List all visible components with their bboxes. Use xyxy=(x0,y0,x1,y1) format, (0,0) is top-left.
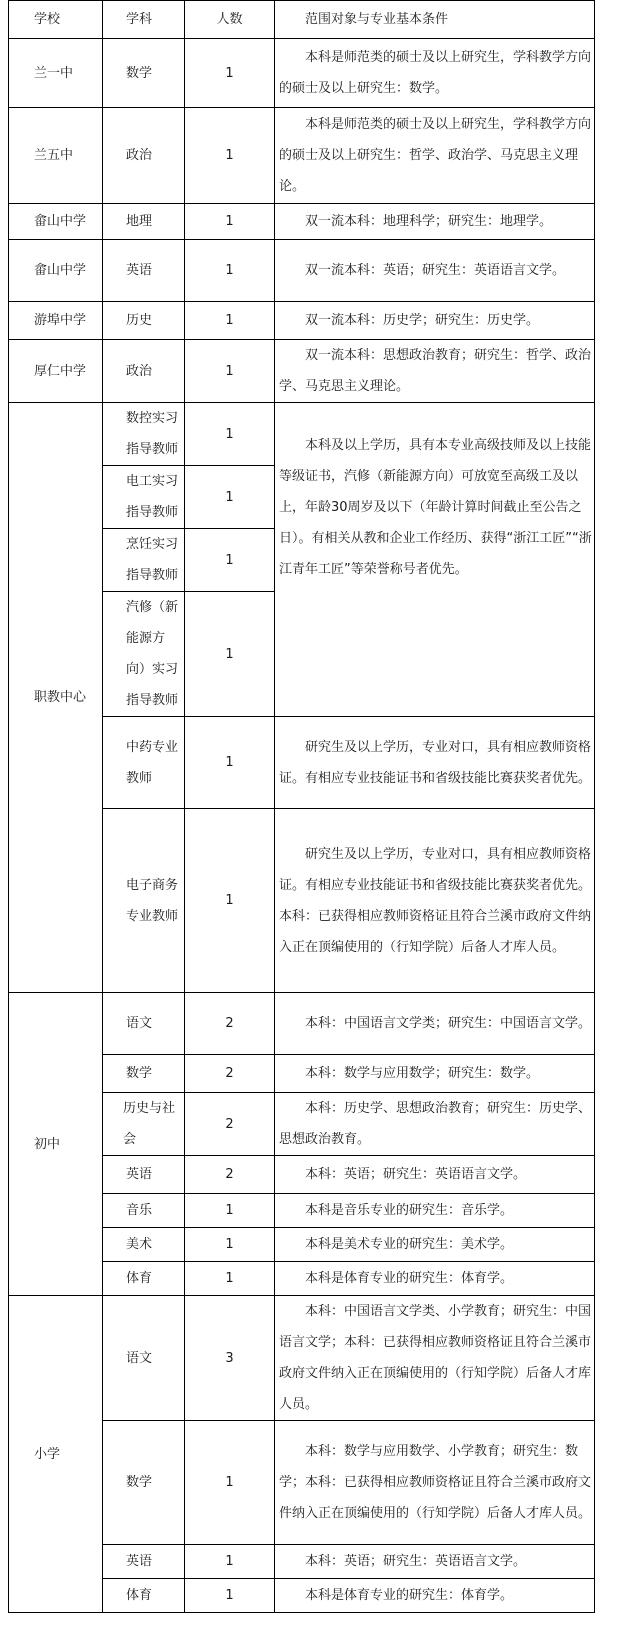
conditions-cell: 本科：英语；研究生：英语语言文学。 xyxy=(275,1545,595,1579)
count-cell: 2 xyxy=(185,1156,275,1194)
count-cell: 1 xyxy=(185,39,275,108)
recruitment-table xyxy=(8,0,595,1613)
table-row xyxy=(9,240,595,302)
subject-cell: 英语 xyxy=(103,1156,185,1194)
count-cell: 1 xyxy=(185,1262,275,1296)
count-cell: 1 xyxy=(185,592,275,717)
subject-cell: 地理 xyxy=(103,204,185,240)
school-cell: 兰五中 xyxy=(9,108,103,204)
count-cell: 1 xyxy=(185,340,275,403)
school-cell-vocational: 职教中心 xyxy=(9,403,103,993)
subject-cell: 烹饪实习指导教师 xyxy=(103,529,185,592)
conditions-cell: 本科：中国语言文学类、小学教育；研究生：中国语言文学；本科：已获得相应教师资格证且符合兰溪市政府文件纳入正在顶编使用的（行知学院）后备人才库人员。 xyxy=(275,1296,595,1421)
conditions-cell: 双一流本科：地理科学；研究生：地理学。 xyxy=(275,204,595,240)
subject-cell: 语文 xyxy=(103,1296,185,1421)
count-cell: 1 xyxy=(185,1194,275,1228)
school-cell: 畲山中学 xyxy=(9,240,103,302)
subject-cell: 中药专业教师 xyxy=(103,717,185,809)
subject-cell: 英语 xyxy=(103,240,185,302)
table-row xyxy=(9,204,595,240)
header-school: 学校 xyxy=(9,1,103,39)
conditions-cell: 本科是师范类的硕士及以上研究生，学科教学方向的硕士及以上研究生：哲学、政治学、马克思主义理论。 xyxy=(275,108,595,204)
conditions-cell: 双一流本科：历史学；研究生：历史学。 xyxy=(275,302,595,340)
count-cell: 1 xyxy=(185,466,275,529)
conditions-cell: 研究生及以上学历，专业对口，具有相应教师资格证。有相应专业技能证书和省级技能比赛获奖者优先。本科：已获得相应教师资格证且符合兰溪市政府文件纳入正在顶编使用的（行知学院）后备人才库人员。 xyxy=(275,809,595,993)
conditions-cell: 本科是美术专业的研究生：美术学。 xyxy=(275,1228,595,1262)
subject-cell: 历史 xyxy=(103,302,185,340)
subject-cell: 电子商务专业教师 xyxy=(103,809,185,993)
school-cell: 游埠中学 xyxy=(9,302,103,340)
subject-cell: 语文 xyxy=(103,993,185,1055)
subject-cell: 数控实习指导教师 xyxy=(103,403,185,466)
count-cell: 1 xyxy=(185,1579,275,1613)
conditions-cell: 本科：英语；研究生：英语语言文学。 xyxy=(275,1156,595,1194)
school-cell-junior: 初中 xyxy=(9,993,103,1296)
subject-cell: 电工实习指导教师 xyxy=(103,466,185,529)
subject-cell: 英语 xyxy=(103,1545,185,1579)
subject-cell: 汽修（新能源方向）实习指导教师 xyxy=(103,592,185,717)
subject-cell: 数学 xyxy=(103,39,185,108)
subject-cell: 美术 xyxy=(103,1228,185,1262)
conditions-cell: 本科：数学与应用数学、小学教育；研究生：数学；本科：已获得相应教师资格证且符合兰溪市政府文件纳入正在顶编使用的（行知学院）后备人才库人员。 xyxy=(275,1421,595,1545)
subject-cell: 历史与社会 xyxy=(103,1093,185,1156)
count-cell: 2 xyxy=(185,1093,275,1156)
conditions-cell: 双一流本科：英语；研究生：英语语言文学。 xyxy=(275,240,595,302)
table-row xyxy=(9,403,595,466)
subject-cell: 数学 xyxy=(103,1055,185,1093)
header-conditions: 范围对象与专业基本条件 xyxy=(275,1,595,39)
school-cell-primary: 小学 xyxy=(9,1296,103,1613)
table-row xyxy=(9,39,595,108)
conditions-cell: 本科是师范类的硕士及以上研究生，学科教学方向的硕士及以上研究生：数学。 xyxy=(275,39,595,108)
recruitment-table-container xyxy=(8,0,595,1613)
count-cell: 1 xyxy=(185,108,275,204)
count-cell: 2 xyxy=(185,1055,275,1093)
subject-cell: 政治 xyxy=(103,340,185,403)
table-row xyxy=(9,340,595,403)
conditions-cell: 本科：数学与应用数学；研究生：数学。 xyxy=(275,1055,595,1093)
count-cell: 1 xyxy=(185,302,275,340)
count-cell: 1 xyxy=(185,809,275,993)
conditions-cell: 本科是体育专业的研究生：体育学。 xyxy=(275,1579,595,1613)
school-cell: 畲山中学 xyxy=(9,204,103,240)
subject-cell: 数学 xyxy=(103,1421,185,1545)
count-cell: 1 xyxy=(185,204,275,240)
conditions-cell: 双一流本科：思想政治教育；研究生：哲学、政治学、马克思主义理论。 xyxy=(275,340,595,403)
header-count: 人数 xyxy=(185,1,275,39)
count-cell: 1 xyxy=(185,717,275,809)
table-row xyxy=(9,108,595,204)
count-cell: 3 xyxy=(185,1296,275,1421)
table-row xyxy=(9,993,595,1055)
count-cell: 1 xyxy=(185,403,275,466)
count-cell: 1 xyxy=(185,1545,275,1579)
subject-cell: 音乐 xyxy=(103,1194,185,1228)
conditions-cell: 本科是体育专业的研究生：体育学。 xyxy=(275,1262,595,1296)
count-cell: 1 xyxy=(185,240,275,302)
conditions-cell: 研究生及以上学历，专业对口，具有相应教师资格证。有相应专业技能证书和省级技能比赛获奖者优先。 xyxy=(275,717,595,809)
school-cell: 兰一中 xyxy=(9,39,103,108)
conditions-cell: 本科：历史学、思想政治教育；研究生：历史学、思想政治教育。 xyxy=(275,1093,595,1156)
conditions-cell: 本科是音乐专业的研究生：音乐学。 xyxy=(275,1194,595,1228)
count-cell: 1 xyxy=(185,529,275,592)
header-row xyxy=(9,1,595,39)
school-cell: 厚仁中学 xyxy=(9,340,103,403)
header-subject: 学科 xyxy=(103,1,185,39)
table-row xyxy=(9,302,595,340)
table-row xyxy=(9,1296,595,1421)
subject-cell: 体育 xyxy=(103,1579,185,1613)
count-cell: 1 xyxy=(185,1228,275,1262)
conditions-cell-shared: 本科及以上学历，具有本专业高级技师及以上技能等级证书，汽修（新能源方向）可放宽至高级工及以上，年龄30周岁及以下（年龄计算时间截止至公告之日）。有相关从教和企业工作经历、获得“浙江工匠”“浙江青年工匠”等荣誉称号者优先。 xyxy=(275,403,595,717)
conditions-cell: 本科：中国语言文学类；研究生：中国语言文学。 xyxy=(275,993,595,1055)
count-cell: 1 xyxy=(185,1421,275,1545)
subject-cell: 体育 xyxy=(103,1262,185,1296)
subject-cell: 政治 xyxy=(103,108,185,204)
count-cell: 2 xyxy=(185,993,275,1055)
